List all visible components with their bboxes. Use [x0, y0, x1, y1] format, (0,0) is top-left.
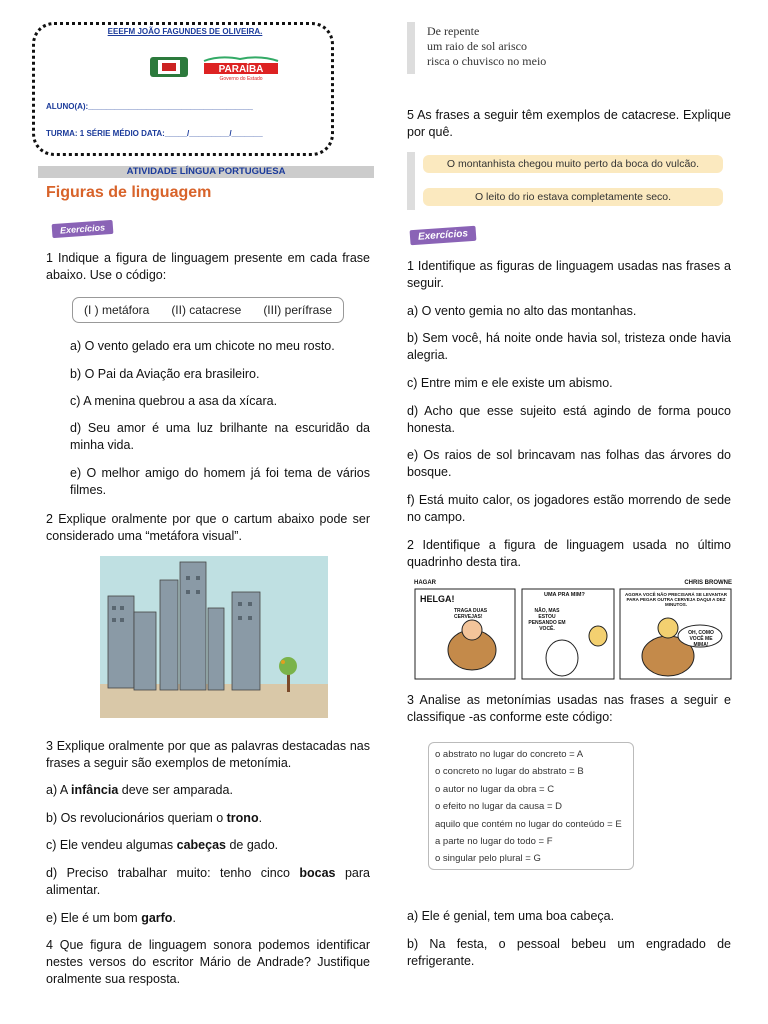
exercicios-tag: Exercícios: [52, 220, 114, 238]
comic-balloon-3b: OH, COMO VOCÊ ME MIMA!: [688, 630, 714, 648]
city-cartoon-image: [100, 556, 328, 718]
q3-item-b: b) Os revolucionários queriam o trono.: [46, 811, 263, 825]
poem-line-1: De repente: [427, 24, 480, 38]
school-name: EEEFM JOÃO FAGUNDES DE OLIVEIRA.: [107, 27, 263, 36]
q3-item-c: c) Ele vendeu algumas cabeças de gado.: [46, 838, 279, 852]
q5-sentence-1: O montanhista chegou muito perto da boca do vulcão.: [423, 155, 723, 173]
poem-line-3: risca o chuvisco no meio: [427, 54, 547, 68]
r2-prompt: 2 Identifique a figura de linguagem usada no último quadrinho desta tira.: [407, 538, 731, 569]
comic-balloon-1b: TRAGA DUAS CERVEJAS!: [454, 608, 488, 620]
comic-title-left: HAGAR: [414, 580, 436, 586]
r3-item-a: a) Ele é genial, tem uma boa cabeça.: [407, 909, 615, 923]
poem-line-2: um raio de sol arisco: [427, 39, 527, 53]
q3-prompt: 3 Explique oralmente por que as palavras destacadas nas frases a seguir são exemplos de metonímia.: [46, 739, 370, 770]
q5-sentence-2: O leito do rio estava completamente seco.: [423, 188, 723, 206]
q3-item-e: e) Ele é um bom garfo.: [46, 911, 176, 925]
q1-item-e: e) O melhor amigo do homem já foi tema de vários filmes.: [70, 466, 370, 497]
q5-prompt: 5 As frases a seguir têm exemplos de catacrese. Explique por quê.: [407, 108, 731, 139]
metonymy-code-d: o efeito no lugar da causa = D: [435, 801, 563, 813]
r1-item-c: c) Entre mim e ele existe um abismo.: [407, 376, 613, 390]
q1-code-box: [72, 297, 344, 323]
q3-item-d: d) Preciso trabalhar muito: tenho cinco bocas para alimentar.: [46, 866, 370, 897]
code-2: (II) catacrese: [171, 303, 242, 317]
q5-bar: [407, 152, 415, 210]
poem-bar: [407, 22, 415, 74]
svg-text:Governo do Estado: Governo do Estado: [219, 76, 263, 81]
exercicios-tag-2: Exercícios: [410, 226, 477, 246]
metonymy-code-box: [428, 742, 634, 870]
q1-item-a: a) O vento gelado era um chicote no meu rosto.: [70, 339, 335, 353]
paraiba-logo: [200, 55, 282, 81]
aluno-line: ALUNO(A):_____________________________________: [46, 102, 253, 111]
r1-prompt: 1 Identifique as figuras de linguagem usadas nas frases a seguir.: [407, 259, 731, 290]
hagar-comic-strip: [414, 580, 732, 680]
page-title: Figuras de linguagem: [46, 184, 212, 201]
metonymy-code-f: a parte no lugar do todo = F: [435, 836, 553, 848]
r3-item-b: b) Na festa, o pessoal bebeu um engradado de refrigerante.: [407, 937, 731, 968]
activity-banner: ATIVIDADE LÍNGUA PORTUGUESA: [38, 166, 374, 178]
r1-item-f: f) Está muito calor, os jogadores estão morrendo de sede no campo.: [407, 493, 731, 524]
state-coat-of-arms: [148, 55, 190, 79]
r1-item-b: b) Sem você, há noite onde havia sol, tristeza onde havia alegria.: [407, 331, 731, 362]
code-1: (I ) metáfora: [83, 303, 150, 317]
metonymy-code-a: o abstrato no lugar do concreto = A: [435, 749, 584, 760]
q1-item-c: c) A menina quebrou a asa da xícara.: [70, 394, 278, 408]
comic-balloon-3a: AGORA VOCÊ NÃO PRECISARÁ SE LEVANTAR PARA PEGAR OUTRA CERVEJA DAQUI A DEZ MINUTOS.: [625, 592, 727, 607]
code-3: (III) perífrase: [263, 303, 332, 317]
comic-balloon-2b: NÃO, MAS ESTOU PENSANDO EM VOCÊ.: [528, 608, 566, 632]
metonymy-code-c: o autor no lugar da obra = C: [435, 783, 555, 795]
comic-balloon-1a: HELGA!: [420, 594, 455, 604]
r3-prompt: 3 Analise as metonímias usadas nas frases a seguir e classifique -as conforme este código:: [407, 693, 731, 724]
metonymy-code-e: aquilo que contém no lugar do conteúdo = E: [435, 818, 622, 830]
r1-item-d: d) Acho que esse sujeito está agindo de forma pouco honesta.: [407, 404, 731, 435]
q3-item-a: a) A infância deve ser amparada.: [46, 783, 233, 797]
r1-item-e: e) Os raios de sol brincavam nas folhas das árvores do bosque.: [407, 448, 731, 479]
r1-item-a: a) O vento gemia no alto das montanhas.: [407, 304, 637, 318]
comic-balloon-2a: UMA PRA MIM?: [544, 592, 585, 598]
comic-title-right: CHRIS BROWNE: [684, 580, 732, 586]
q1-item-d: d) Seu amor é uma luz brilhante na escuridão da minha vida.: [70, 421, 370, 452]
q2-prompt: 2 Explique oralmente por que o cartum abaixo pode ser considerado uma “metáfora visual”.: [46, 512, 370, 543]
q4-prompt: 4 Que figura de linguagem sonora podemos identificar nestes versos do escritor Mário de Andrade? Justifique oralmente sua resposta.: [46, 938, 370, 986]
turma-line: TURMA: 1 SÉRIE MÉDIO DATA:_____/_________/_______: [46, 129, 263, 138]
svg-text:PARAÍBA: PARAÍBA: [218, 64, 264, 75]
q1-prompt: 1 Indique a figura de linguagem presente em cada frase abaixo. Use o código:: [46, 251, 370, 282]
q1-item-b: b) O Pai da Aviação era brasileiro.: [70, 367, 260, 381]
metonymy-code-b: o concreto no lugar do abstrato = B: [435, 766, 584, 778]
metonymy-code-g: o singular pelo plural = G: [435, 853, 541, 865]
